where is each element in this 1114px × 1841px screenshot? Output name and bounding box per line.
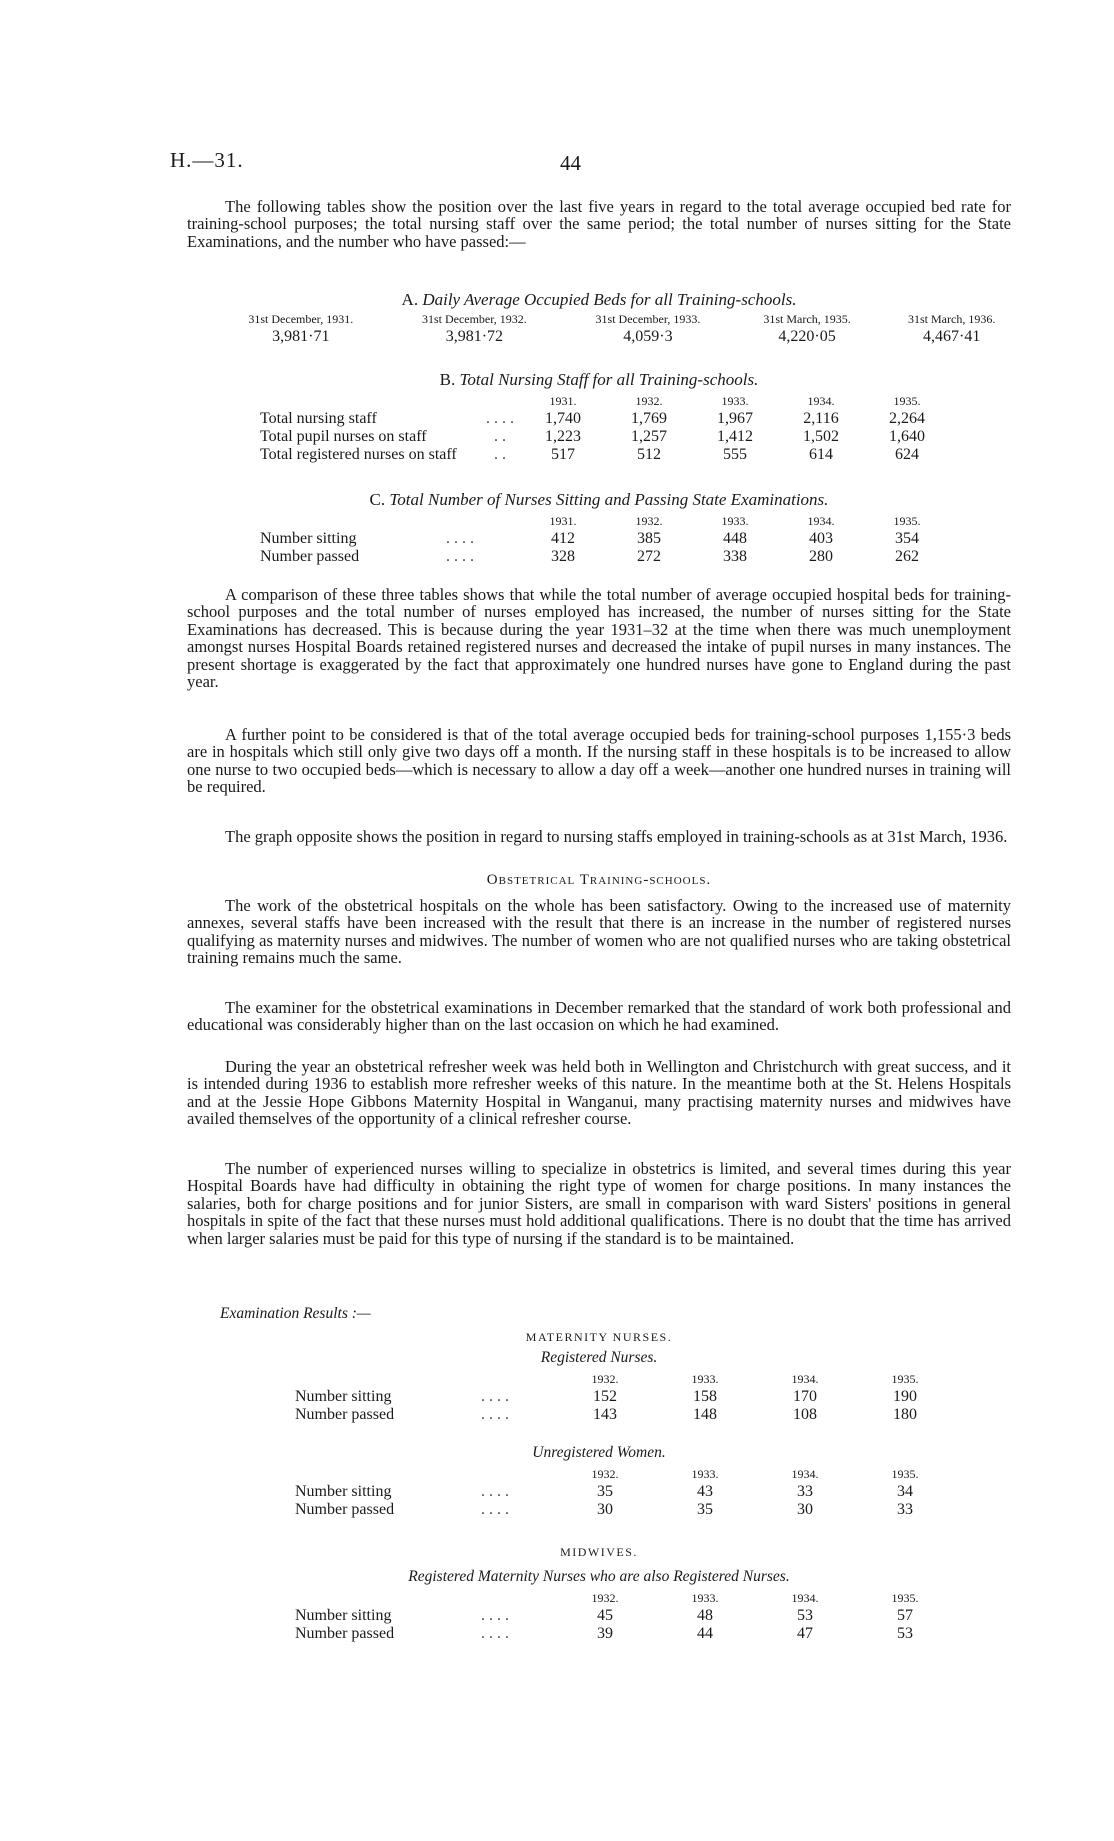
table-c-year: 1932. bbox=[635, 514, 663, 528]
obstetrical-heading: Obstetrical Training-schools. bbox=[486, 872, 712, 888]
table-cell: 152 bbox=[593, 1388, 617, 1405]
table-cell: 338 bbox=[723, 548, 747, 565]
table-a-value: 4,467·41 bbox=[923, 328, 981, 345]
table-header-row bbox=[295, 1370, 955, 1388]
table-cell: 272 bbox=[637, 548, 661, 565]
table-a-header-row bbox=[214, 310, 1024, 328]
year-header: 1935. bbox=[891, 1591, 919, 1605]
table-cell: 624 bbox=[895, 446, 919, 463]
table-cell: 614 bbox=[809, 446, 833, 463]
year-header: 1934. bbox=[791, 1372, 819, 1386]
table-cell: 158 bbox=[693, 1388, 717, 1405]
table-row bbox=[260, 410, 950, 428]
row-label: Total registered nurses on staff bbox=[260, 446, 457, 463]
obstetrical-paragraph: The examiner for the obstetrical examinations in December remarked that the standard of work both professional and educational was considerably higher than on the last occasion on which he had examined. bbox=[187, 998, 1011, 1035]
table-b-year: 1935. bbox=[893, 394, 921, 408]
section-reference: H.—31. bbox=[170, 148, 244, 172]
body-paragraph: A further point to be considered is that of the total average occupied beds for training-school purposes 1,155·3 beds are in hospitals which still only give two days off a month. If the nursing staff in these hospitals is to be increased to allow one nurse to two occupied beds—which is necessary to allow a day off a week—another one hundred nurses in training will be required. bbox=[187, 725, 1011, 797]
table-a-header: 31st December, 1931. bbox=[248, 312, 354, 326]
leader-dots: . . . . bbox=[481, 1625, 509, 1642]
leader-dots: . . bbox=[494, 428, 506, 445]
row-label: Number sitting bbox=[295, 1607, 392, 1624]
table-cell: 1,257 bbox=[631, 428, 667, 445]
year-header: 1934. bbox=[791, 1467, 819, 1481]
unregistered-women-table bbox=[295, 1465, 955, 1519]
leader-dots: . . . . bbox=[481, 1388, 509, 1405]
page-number: 44 bbox=[560, 151, 581, 175]
midwives-title: Registered Maternity Nurses who are also Registered Nurses. bbox=[408, 1568, 790, 1585]
table-cell: 517 bbox=[551, 446, 575, 463]
table-a-title: Daily Average Occupied Beds for all Training-schools. bbox=[422, 290, 797, 309]
table-row bbox=[260, 428, 950, 446]
table-cell: 47 bbox=[797, 1625, 813, 1642]
table-a-value: 4,220·05 bbox=[778, 328, 836, 345]
table-cell: 170 bbox=[793, 1388, 817, 1405]
table-cell: 143 bbox=[593, 1406, 617, 1423]
body-paragraph: A comparison of these three tables shows that while the total number of average occupied hospital beds for training-school purposes and the total number of nurses employed has increased, the number of nurses sitting for the State Examinations has decreased. This is because during the year 1931–32 at the time when there was much unemployment amongst nurses Hospital Boards retained registered nurses and decreased the intake of pupil nurses in many instances. The present shortage is exaggerated by the fact that approximately one hundred nurses have gone to England during the past year. bbox=[187, 585, 1011, 692]
table-b-header-row bbox=[260, 392, 950, 410]
year-header: 1933. bbox=[691, 1467, 719, 1481]
maternity-nurses-heading: MATERNITY NURSES. bbox=[525, 1330, 673, 1344]
table-b-year: 1933. bbox=[721, 394, 749, 408]
row-label: Number passed bbox=[295, 1406, 395, 1423]
registered-nurses-table bbox=[295, 1370, 955, 1424]
table-row bbox=[260, 548, 950, 566]
leader-dots: . . . . bbox=[481, 1406, 509, 1423]
table-c-year: 1933. bbox=[721, 514, 749, 528]
table-cell: 412 bbox=[551, 530, 575, 547]
table-cell: 280 bbox=[809, 548, 833, 565]
table-cell: 180 bbox=[893, 1406, 917, 1423]
table-cell: 148 bbox=[693, 1406, 717, 1423]
table-a-header: 31st March, 1935. bbox=[763, 312, 851, 326]
table-b-title: Total Nursing Staff for all Training-schools. bbox=[459, 370, 759, 389]
table-cell: 385 bbox=[637, 530, 661, 547]
table-cell: 1,740 bbox=[545, 410, 581, 427]
leader-dots: . . . . bbox=[486, 410, 514, 427]
table-cell: 354 bbox=[895, 530, 919, 547]
table-row bbox=[260, 530, 950, 548]
table-row bbox=[295, 1388, 955, 1406]
table-a bbox=[214, 310, 1024, 346]
table-cell: 190 bbox=[893, 1388, 917, 1405]
table-c-header-row bbox=[260, 512, 950, 530]
leader-dots: . . bbox=[494, 446, 506, 463]
row-label: Number sitting bbox=[260, 530, 357, 547]
table-cell: 328 bbox=[551, 548, 575, 565]
table-a-header: 31st December, 1933. bbox=[595, 312, 701, 326]
table-a-value: 3,981·72 bbox=[445, 328, 504, 345]
table-cell: 2,116 bbox=[803, 410, 839, 427]
leader-dots: . . . . bbox=[446, 548, 474, 565]
table-b-year: 1934. bbox=[807, 394, 835, 408]
table-b-caption bbox=[187, 370, 1011, 390]
table-cell: 44 bbox=[697, 1625, 713, 1642]
table-c-letter: C. bbox=[369, 490, 386, 509]
table-cell: 1,967 bbox=[717, 410, 753, 427]
row-label: Number sitting bbox=[295, 1483, 392, 1500]
table-row bbox=[260, 446, 950, 464]
table-cell: 403 bbox=[809, 530, 833, 547]
table-c bbox=[260, 512, 950, 566]
table-cell: 48 bbox=[697, 1607, 713, 1624]
row-label: Number passed bbox=[295, 1501, 395, 1518]
midwives-table bbox=[295, 1589, 955, 1643]
table-b-year: 1931. bbox=[549, 394, 577, 408]
table-cell: 448 bbox=[723, 530, 747, 547]
leader-dots: . . . . bbox=[446, 530, 474, 547]
table-cell: 30 bbox=[797, 1501, 813, 1518]
registered-nurses-title: Registered Nurses. bbox=[540, 1349, 658, 1366]
row-label: Total pupil nurses on staff bbox=[260, 428, 427, 445]
table-cell: 1,502 bbox=[803, 428, 839, 445]
table-cell: 53 bbox=[797, 1607, 813, 1624]
table-cell: 33 bbox=[897, 1501, 913, 1518]
table-cell: 1,769 bbox=[631, 410, 667, 427]
table-cell: 108 bbox=[793, 1406, 817, 1423]
table-c-caption bbox=[187, 490, 1011, 510]
table-a-value: 4,059·3 bbox=[623, 328, 673, 345]
table-b-year: 1932. bbox=[635, 394, 663, 408]
leader-dots: . . . . bbox=[481, 1501, 509, 1518]
table-b bbox=[260, 392, 950, 464]
table-cell: 35 bbox=[597, 1483, 613, 1500]
table-cell: 53 bbox=[897, 1625, 913, 1642]
table-cell: 45 bbox=[597, 1607, 613, 1624]
year-header: 1932. bbox=[591, 1372, 619, 1386]
table-a-value-row bbox=[214, 328, 1024, 346]
table-cell: 262 bbox=[895, 548, 919, 565]
table-header-row bbox=[295, 1589, 955, 1607]
table-cell: 1,640 bbox=[889, 428, 925, 445]
body-paragraph: The graph opposite shows the position in regard to nursing staffs employed in training-schools as at 31st March, 1936. bbox=[225, 827, 1008, 846]
row-label: Number sitting bbox=[295, 1388, 392, 1405]
table-cell: 33 bbox=[797, 1483, 813, 1500]
year-header: 1935. bbox=[891, 1372, 919, 1386]
year-header: 1933. bbox=[691, 1372, 719, 1386]
table-a-letter: A. bbox=[401, 290, 419, 309]
table-row bbox=[295, 1501, 955, 1519]
table-cell: 43 bbox=[697, 1483, 713, 1500]
examination-results-label: Examination Results :— bbox=[220, 1305, 371, 1322]
table-cell: 30 bbox=[597, 1501, 613, 1518]
table-cell: 35 bbox=[697, 1501, 713, 1518]
table-cell: 555 bbox=[723, 446, 747, 463]
year-header: 1933. bbox=[691, 1591, 719, 1605]
table-a-value: 3,981·71 bbox=[272, 328, 330, 345]
year-header: 1932. bbox=[591, 1467, 619, 1481]
intro-paragraph: The following tables show the position over the last five years in regard to the total average occupied bed rate for training-school purposes; the total nursing staff over the same period; the total number of nurses sitting for the State Examinations, and the number who have passed:— bbox=[187, 197, 1011, 251]
table-c-year: 1935. bbox=[893, 514, 921, 528]
table-row bbox=[295, 1406, 955, 1424]
year-header: 1932. bbox=[591, 1591, 619, 1605]
table-cell: 1,223 bbox=[545, 428, 581, 445]
row-label: Number passed bbox=[295, 1625, 395, 1642]
year-header: 1934. bbox=[791, 1591, 819, 1605]
table-a-header: 31st March, 1936. bbox=[908, 312, 996, 326]
table-cell: 2,264 bbox=[889, 410, 925, 427]
table-cell: 57 bbox=[897, 1607, 913, 1624]
obstetrical-paragraph: The work of the obstetrical hospitals on the whole has been satisfactory. Owing to the increased use of maternity annexes, several staffs have been increased with the result that there is an increase in the number of registered nurses qualifying as maternity nurses and midwives. The number of women who are not qualified nurses who are taking obstetrical training remains much the same. bbox=[187, 896, 1011, 968]
table-b-letter: B. bbox=[439, 370, 456, 389]
table-header-row bbox=[295, 1465, 955, 1483]
table-a-caption bbox=[187, 290, 1011, 310]
table-row bbox=[295, 1483, 955, 1501]
table-cell: 34 bbox=[897, 1483, 913, 1500]
table-a-header: 31st December, 1932. bbox=[421, 312, 527, 326]
table-row bbox=[295, 1625, 955, 1643]
table-cell: 512 bbox=[637, 446, 661, 463]
table-row bbox=[295, 1607, 955, 1625]
table-c-year: 1931. bbox=[549, 514, 577, 528]
midwives-heading: MIDWIVES. bbox=[560, 1545, 638, 1559]
leader-dots: . . . . bbox=[481, 1483, 509, 1500]
row-label: Total nursing staff bbox=[260, 410, 377, 427]
table-c-year: 1934. bbox=[807, 514, 835, 528]
table-cell: 39 bbox=[597, 1625, 613, 1642]
obstetrical-paragraph: During the year an obstetrical refresher week was held both in Wellington and Christchurch with great success, and it is intended during 1936 to establish more refresher weeks of this nature. In the meantime both at the St. Helens Hospitals and at the Jessie Hope Gibbons Maternity Hospital in Wanganui, many practising maternity nurses and midwives have availed themselves of the opportunity of a clinical refresher course. bbox=[187, 1057, 1011, 1129]
row-label: Number passed bbox=[260, 548, 360, 565]
year-header: 1935. bbox=[891, 1467, 919, 1481]
leader-dots: . . . . bbox=[481, 1607, 509, 1624]
table-cell: 1,412 bbox=[717, 428, 753, 445]
obstetrical-paragraph: The number of experienced nurses willing to specialize in obstetrics is limited, and several times during this year Hospital Boards have had difficulty in obtaining the right type of women for charge positions. In many instances the salaries, both for charge positions and for junior Sisters, are small in comparison with ward Sisters' positions in general hospitals in spite of the fact that these nurses must hold additional qualifications. There is no doubt that the time has arrived when larger salaries must be paid for this type of nursing if the standard is to be maintained. bbox=[187, 1159, 1011, 1248]
unregistered-women-title: Unregistered Women. bbox=[532, 1444, 666, 1461]
table-c-title: Total Number of Nurses Sitting and Passing State Examinations. bbox=[389, 490, 829, 509]
